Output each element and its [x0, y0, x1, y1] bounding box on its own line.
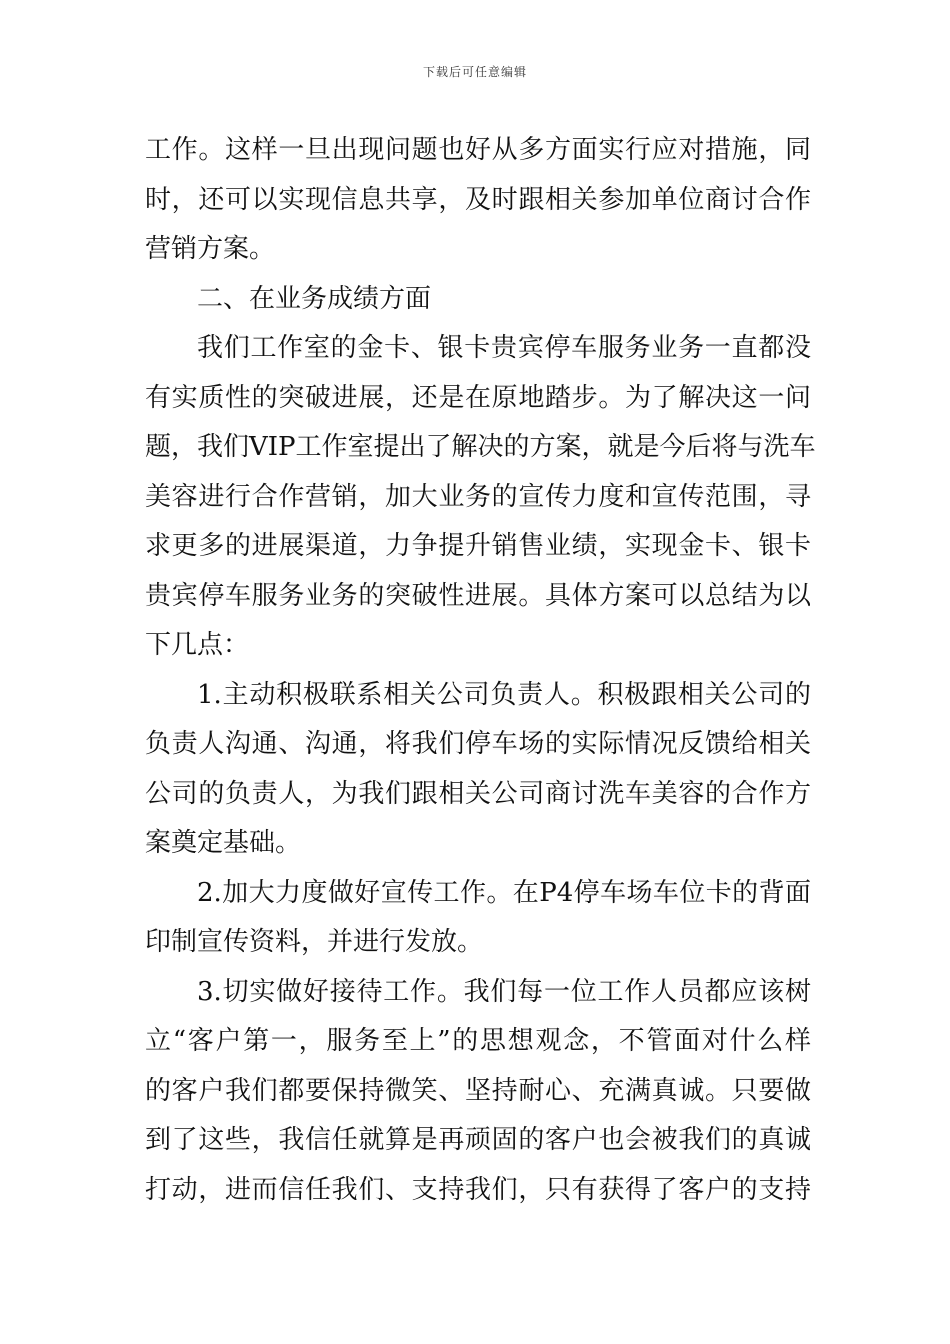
paragraph-line: 贵宾停车服务业务的突破性进展。具体方案可以总结为以 [145, 580, 811, 611]
list-item-line: 打动，进而信任我们、支持我们，只有获得了客户的支持 [145, 1174, 811, 1205]
paragraph-line: 时，还可以实现信息共享，及时跟相关参加单位商讨合作 [145, 184, 811, 215]
list-item-line: 案奠定基础。 [145, 828, 302, 858]
paragraph-line: 我们工作室的金卡、银卡贵宾停车服务业务一直都没 [197, 333, 811, 363]
list-item-line: 1.主动积极联系相关公司负责人。积极跟相关公司的 [197, 679, 811, 710]
list-item-line: 公司的负责人，为我们跟相关公司商讨洗车美容的合作方 [145, 778, 811, 809]
list-item-line: 印制宣传资料，并进行发放。 [145, 927, 484, 957]
list-item-line: 负责人沟通、沟通，将我们停车场的实际情况反馈给相关 [145, 729, 811, 759]
paragraph-line: 营销方案。 [145, 234, 276, 264]
page-header: 下载后可任意编辑 [422, 65, 527, 79]
list-item-line: 的客户我们都要保持微笑、坚持耐心、充满真诚。只要做 [145, 1075, 811, 1106]
list-item-line: 2.加大力度做好宣传工作。在P4停车场车位卡的背面 [197, 877, 811, 908]
section-heading: 二、在业务成绩方面 [197, 283, 432, 314]
list-item-line: 3.切实做好接待工作。我们每一位工作人员都应该树 [197, 976, 811, 1007]
paragraph-line: 工作。这样一旦出现问题也好从多方面实行应对措施，同 [145, 135, 811, 165]
document-body [145, 126, 816, 1215]
paragraph-line: 美容进行合作营销，加大业务的宣传力度和宣传范围，寻 [145, 481, 811, 512]
paragraph-line: 题，我们VIP工作室提出了解决的方案，就是今后将与洗车 [145, 432, 816, 462]
list-item-line: 到了这些，我信任就算是再顽固的客户也会被我们的真诚 [145, 1125, 811, 1155]
paragraph-line: 求更多的进展渠道，力争提升销售业绩，实现金卡、银卡 [145, 531, 811, 561]
paragraph-line: 下几点： [145, 630, 250, 660]
paragraph-line: 有实质性的突破进展，还是在原地踏步。为了解决这一问 [145, 382, 811, 413]
list-item-line: 立“客户第一，服务至上”的思想观念，不管面对什么样 [145, 1026, 811, 1056]
